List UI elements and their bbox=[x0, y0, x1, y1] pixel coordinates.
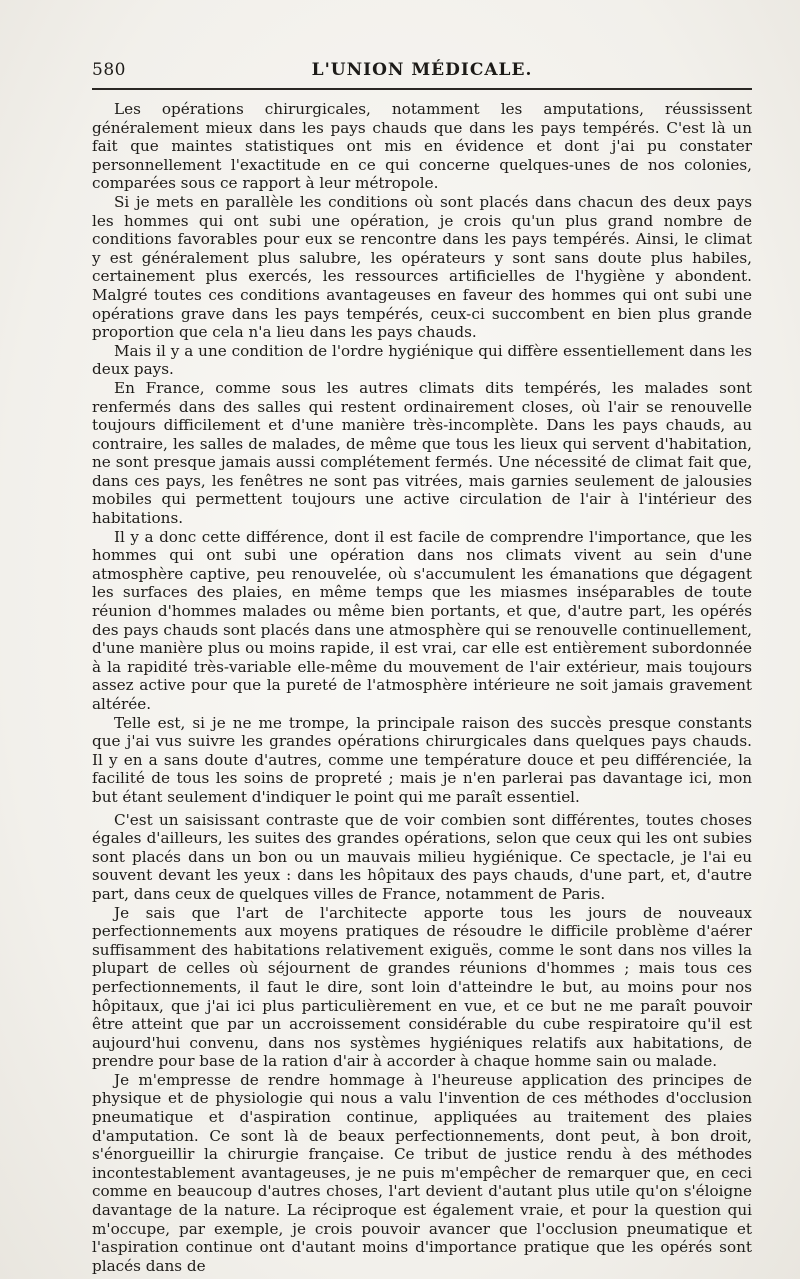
paragraph: Il y a donc cette différence, dont il est facile de comprendre l'importance, que les hommes qui ont subi une opération dans nos climats vivent au sein d'une atmosphère captive, peu renouvelée, où s'accumulent les émanations que dégagent les surfaces des plaies, en même temps que les miasmes inséparables de toute réunion d'hommes malades ou même bien portants, et que, d'autre part, les opérés des pays chauds sont placés dans une atmosphère qui se renouvelle continuellement, d'une manière plus ou moins rapide, il est vrai, car elle est entièrement subordonnée à la rapidité très-variable elle-même du mouvement de l'air extérieur, mais toujours assez active pour que la pureté de l'atmosphère intérieure ne soit jamais gravement altérée. bbox=[92, 527, 752, 713]
paragraph: En France, comme sous les autres climats dits tempérés, les malades sont renfermés dans des salles qui restent ordinairement closes, où l'air se renouvelle toujours difficilement et d'une manière très-incomplète. Dans les pays chauds, au contraire, les salles de malades, de même que tous les lieux qui servent d'habitation, ne sont presque jamais aussi complétement fermés. Une nécessité de climat fait que, dans ces pays, les fenêtres ne sont pas vitrées, mais garnies seulement de jalousies mobiles qui permettent toujours une active circulation de l'air à l'intérieur des habitations. bbox=[92, 378, 752, 528]
paragraph: Je m'empresse de rendre hommage à l'heureuse application des principes de physique et de physiologie qui nous a valu l'invention de ces méthodes d'occlusion pneumatique et d'aspiration continue, appliquées au traitement des plaies d'amputation. Ce sont là de beaux perfectionnements, dont peut, à bon droit, s'énorgueillir la chirurgie française. Ce tribut de justice rendu à des méthodes incontestablement avantageuses, je ne puis m'empêcher de remarquer que, en ceci comme en beaucoup d'autres choses, l'art devient d'autant plus utile qu'on s'éloigne davantage de la nature. La réciproque est également vraie, et pour la question qui m'occupe, par exemple, je crois pouvoir avancer que l'occlusion pneumatique et l'aspiration continue ont d'autant moins d'importance pratique que les opérés sont placés dans de bbox=[92, 1070, 752, 1275]
paragraph: Je sais que l'art de l'architecte apporte tous les jours de nouveaux perfectionnements aux moyens pratiques de résoudre le difficile problème d'aérer suffisamment des habitations relativement exiguës, comme le sont dans nos villes la plupart de celles où séjournent de grandes réunions d'hommes ; mais tous ces perfectionnements, il faut le dire, sont loin d'atteindre le but, au moins pour nos hôpitaux, que j'ai ici plus particulièrement en vue, et ce but ne me paraît pouvoir être atteint que par un accroissement considérable du cube respiratoire qu'il est aujourd'hui convenu, dans nos systèmes hygiéniques relatifs aux habitations, de prendre pour base de la ration d'air à accorder à chaque homme sain ou malade. bbox=[92, 903, 752, 1071]
paragraph: Les opérations chirurgicales, notamment les amputations, réussissent généralement mieux dans les pays chauds que dans les pays tempérés. C'est là un fait que maintes statistiques ont mis en évidence et dont j'ai pu constater personnellement l'exactitude en ce qui concerne quelques-unes de nos colonies, comparées sous ce rapport à leur métropole. bbox=[92, 100, 752, 193]
page-number: 580 bbox=[92, 60, 126, 80]
paragraph: Si je mets en parallèle les conditions où sont placés dans chacun des deux pays les hommes qui ont subi une opération, je crois qu'un plus grand nombre de conditions favorables pour eux se rencontre dans les pays tempérés. Ainsi, le climat y est généralement plus salubre, les opérateurs y sont sans doute plus habiles, certainement plus exercés, les ressources artificielles de l'hygiène y abondent. Malgré toutes ces conditions avantageuses en faveur des hommes qui ont subi une opérations grave dans les pays tempérés, ceux-ci succombent en bien plus grande proportion que cela n'a lieu dans les pays chauds. bbox=[92, 192, 752, 342]
body-text bbox=[92, 100, 752, 1275]
paragraph: C'est un saisissant contraste que de voir combien sont différentes, toutes choses égales d'ailleurs, les suites des grandes opérations, selon que ceux qui les ont subies sont placés dans un bon ou un mauvais milieu hygiénique. Ce spectacle, je l'ai eu souvent devant les yeux : dans les hôpitaux des pays chauds, d'une part, et, d'autre part, dans ceux de quelques villes de France, notamment de Paris. bbox=[92, 810, 752, 903]
page-header bbox=[92, 60, 752, 88]
paragraph: Mais il y a une condition de l'ordre hygiénique qui diffère essentiellement dans les deux pays. bbox=[92, 341, 752, 379]
paragraph: Telle est, si je ne me trompe, la principale raison des succès presque constants que j'ai vus suivre les grandes opérations chirurgicales dans quelques pays chauds. Il y en a sans doute d'autres, comme une température douce et peu différenciée, la facilité de tous les soins de propreté ; mais je n'en parlerai pas davantage ici, mon but étant seulement d'indiquer le point qui me paraît essentiel. bbox=[92, 713, 752, 806]
running-head: L'UNION MÉDICALE. bbox=[311, 60, 533, 80]
header-rule bbox=[92, 88, 752, 90]
